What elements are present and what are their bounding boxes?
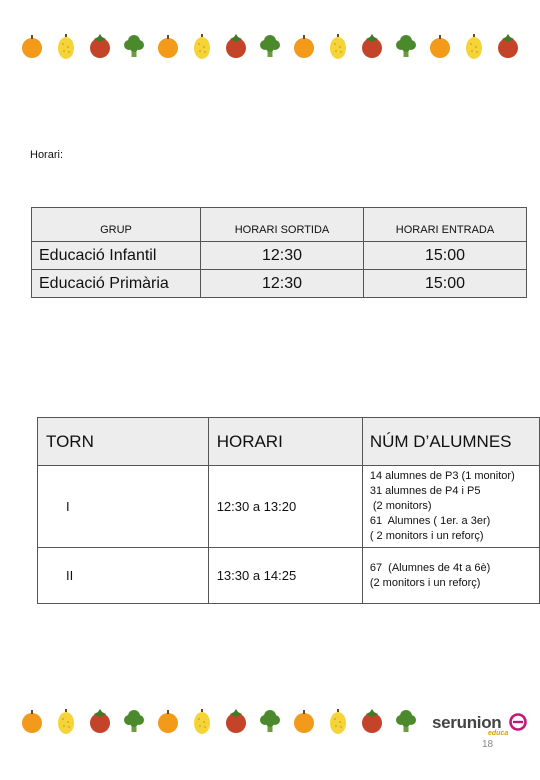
orange-icon [22,710,42,733]
tomato-icon [226,34,246,58]
broccoli-icon [124,710,144,732]
tomato-icon [90,709,110,733]
lemon-icon [194,709,210,734]
logo-wordmark: serunion [432,713,502,732]
table-header-row [32,208,527,242]
shifts-table [37,417,540,604]
table-row [32,242,527,270]
alumnes-line: 61 Alumnes ( 1er. a 3er) [369,515,491,527]
cell-grup: Educació Infantil [32,242,201,270]
cell-sortida: 12:30 [201,270,364,298]
alumnes-line: (2 monitors i un reforç) [369,576,481,589]
cell-horari: 13:30 a 14:25 [208,548,362,604]
orange-icon [158,710,178,733]
cell-alumnes [362,466,539,548]
lemon-icon [58,34,74,59]
cell-entrada: 15:00 [364,242,527,270]
tomato-icon [226,709,246,733]
table-row [32,270,527,298]
cell-grup: Educació Primària [32,270,201,298]
cell-alumnes [362,548,539,604]
header-grup: GRUP [32,208,201,242]
lemon-icon [194,34,210,59]
broccoli-icon [396,710,416,732]
orange-icon [294,710,314,733]
alumnes-line: 14 alumnes de P3 (1 monitor) [369,470,515,482]
schedule-table [31,207,527,298]
alumnes-line: (2 monitors) [369,500,432,512]
cell-entrada: 15:00 [364,270,527,298]
serunion-logo [432,711,527,739]
broccoli-icon [396,35,416,57]
cell-sortida: 12:30 [201,242,364,270]
cell-torn: II [38,548,209,604]
orange-icon [158,35,178,58]
table-row [38,466,540,548]
orange-icon [22,35,42,58]
lemon-icon [58,709,74,734]
header-horari: HORARI [208,418,362,466]
table-header-row [38,418,540,466]
fruit-decoration-top [0,27,540,67]
horari-label: Horari: [30,149,64,161]
logo-e-mark-icon [509,712,527,732]
header-horari-sortida: HORARI SORTIDA [201,208,364,242]
logo-subtext: educa [488,730,509,737]
orange-icon [294,35,314,58]
lemon-icon [330,34,346,59]
tomato-icon [90,34,110,58]
broccoli-icon [260,35,280,57]
alumnes-line: 31 alumnes de P4 i P5 [369,485,481,497]
tomato-icon [362,34,382,58]
page-number: 18 [482,739,494,750]
broccoli-icon [260,710,280,732]
tomato-icon [362,709,382,733]
alumnes-line: ( 2 monitors i un reforç) [369,530,484,542]
broccoli-icon [124,35,144,57]
orange-icon [430,35,450,58]
lemon-icon [330,709,346,734]
lemon-icon [466,34,482,59]
cell-torn: I [38,466,209,548]
header-horari-entrada: HORARI ENTRADA [364,208,527,242]
header-num-alumnes: NÚM D’ALUMNES [362,418,539,466]
header-torn: TORN [38,418,209,466]
tomato-icon [498,34,518,58]
alumnes-line: 67 (Alumnes de 4t a 6è) [369,561,491,574]
table-row [38,548,540,604]
cell-horari: 12:30 a 13:20 [208,466,362,548]
